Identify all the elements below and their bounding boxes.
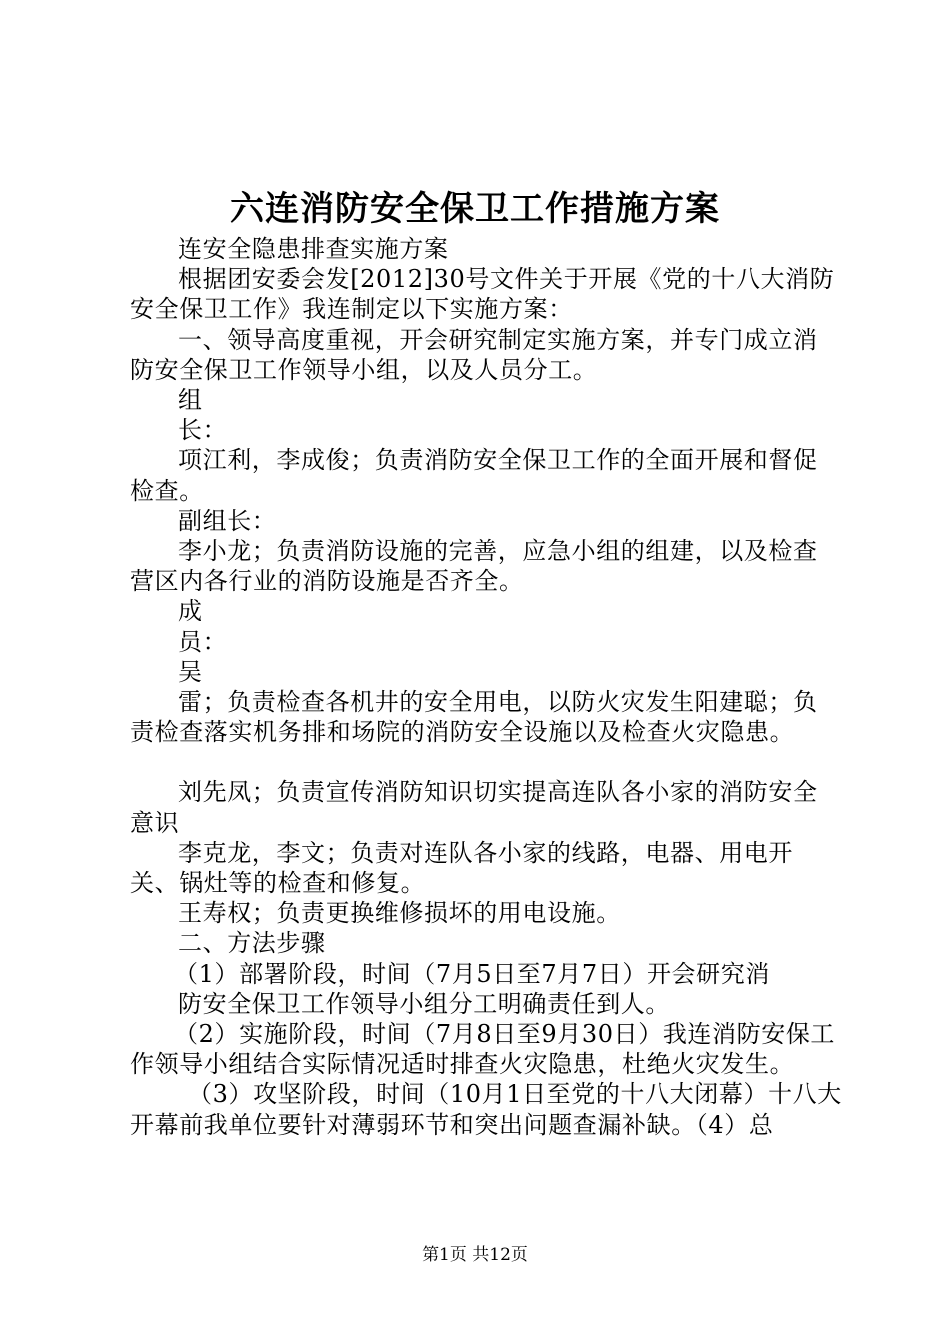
paragraph: 李小龙；负责消防设施的完善，应急小组的组建，以及检查营区内各行业的消防设施是否齐全。 xyxy=(130,537,818,596)
paragraph: 防安全保卫工作领导小组分工明确责任到人。 xyxy=(178,989,670,1018)
paragraph: 长： xyxy=(178,416,228,445)
paragraph: （3）攻坚阶段，时间（10月1日至党的十八大闭幕）十八大开幕前我单位要针对薄弱环节和突出问题查漏补缺。（4）总 xyxy=(130,1080,842,1139)
paragraph-gap xyxy=(130,747,842,777)
page-number-label: 第1页 共12页 xyxy=(422,1245,528,1265)
paragraph: 雷；负责检查各机井的安全用电，以防火灾发生阳建聪；负责检查落实机务排和场院的消防安全设施以及检查火灾隐患。 xyxy=(130,688,818,747)
paragraph: 根据团安委会发[2012]30号文件关于开展《党的十八大消防安全保卫工作》我连制定以下实施方案： xyxy=(130,265,835,324)
document-title: 六连消防安全保卫工作措施方案 xyxy=(230,189,720,229)
document-body xyxy=(130,234,842,1140)
page-footer xyxy=(0,1244,950,1266)
paragraph: 吴 xyxy=(178,657,203,686)
paragraph: 连安全隐患排查实施方案 xyxy=(178,235,449,263)
paragraph: 员： xyxy=(178,627,228,656)
paragraph: 刘先凤；负责宣传消防知识切实提高连队各小家的消防安全意识 xyxy=(130,778,818,837)
paragraph: 项江利，李成俊；负责消防安全保卫工作的全面开展和督促检查。 xyxy=(130,446,818,505)
paragraph: （2）实施阶段，时间（7月8日至9月30日）我连消防安保工作领导小组结合实际情况适时排查火灾隐患，杜绝火灾发生。 xyxy=(130,1020,836,1079)
paragraph: （1）部署阶段，时间（7月5日至7月7日）开会研究消 xyxy=(174,959,770,988)
paragraph: 成 xyxy=(178,597,203,626)
paragraph: 一、领导高度重视，开会研究制定实施方案，并专门成立消防安全保卫工作领导小组，以及人员分工。 xyxy=(130,325,818,384)
paragraph: 李克龙，李文；负责对连队各小家的线路，电器、用电开关、锅灶等的检查和修复。 xyxy=(130,838,793,898)
paragraph: 组 xyxy=(178,386,203,415)
paragraph: 副组长： xyxy=(178,506,277,535)
paragraph: 二、方法步骤 xyxy=(178,929,326,958)
paragraph: 王寿权；负责更换维修损坏的用电设施。 xyxy=(178,899,621,928)
